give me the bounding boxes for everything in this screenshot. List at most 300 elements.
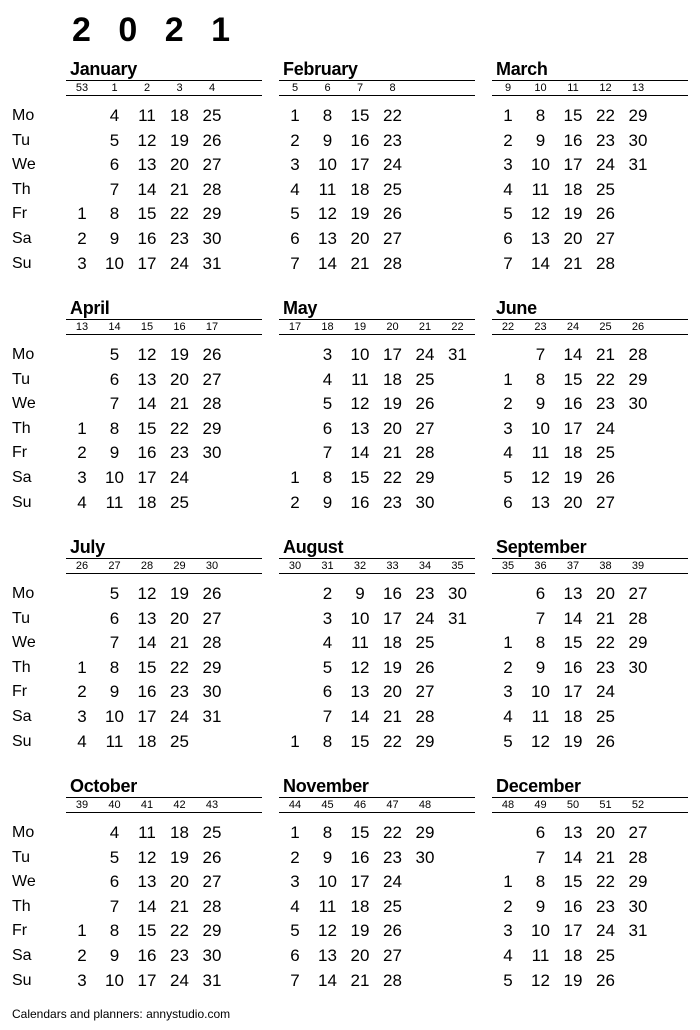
day-number: 11 [531, 946, 550, 965]
week-number-row [66, 80, 262, 96]
day-number: 12 [137, 847, 157, 867]
day-number: 3 [77, 468, 87, 487]
day-number: 3 [290, 155, 300, 175]
day-label: Sa [12, 708, 32, 725]
day-number: 25 [383, 179, 402, 199]
day-number: 19 [350, 204, 370, 224]
day-number: 2 [503, 130, 513, 150]
month-april [66, 297, 262, 517]
day-number: 22 [383, 823, 402, 842]
day-number: 1 [503, 872, 513, 892]
day-number: 31 [202, 970, 222, 990]
day-number: 13 [137, 369, 157, 389]
day-number: 15 [350, 106, 370, 125]
day-number: 3 [503, 155, 513, 175]
day-number: 18 [137, 492, 157, 512]
day-number: 9 [355, 584, 365, 603]
day-number: 26 [383, 921, 402, 941]
day-number: 22 [596, 872, 615, 892]
week-number: 7 [356, 82, 364, 94]
day-number: 21 [170, 896, 189, 916]
week-number: 40 [108, 799, 121, 811]
day-number: 10 [105, 468, 124, 487]
month-name: December [496, 776, 581, 796]
day-number: 10 [318, 872, 337, 892]
day-number: 10 [105, 253, 124, 273]
week-number: 48 [418, 799, 432, 811]
day-number: 26 [383, 204, 402, 224]
month-november [279, 775, 475, 995]
day-number: 9 [535, 896, 546, 916]
day-number: 11 [351, 369, 369, 389]
week-number: 22 [451, 321, 464, 333]
day-number: 8 [109, 204, 120, 224]
day-number: 31 [448, 608, 467, 628]
day-number: 3 [77, 970, 87, 990]
day-number: 7 [322, 443, 333, 463]
day-number: 17 [137, 468, 157, 487]
day-number: 26 [202, 345, 222, 364]
day-number: 13 [318, 946, 337, 965]
week-number: 26 [631, 321, 645, 333]
day-label: Tu [12, 131, 31, 149]
day-number: 14 [318, 253, 337, 273]
day-number: 10 [531, 418, 550, 438]
day-label: Sa [12, 469, 32, 486]
day-number: 22 [596, 106, 615, 125]
day-number: 13 [531, 229, 550, 248]
day-number: 22 [596, 369, 615, 389]
day-number: 12 [531, 204, 550, 224]
day-number: 29 [415, 468, 435, 487]
day-label: Th [12, 897, 31, 915]
day-label: Sa [12, 230, 32, 247]
week-number: 4 [208, 82, 216, 94]
week-number: 1 [111, 82, 118, 94]
day-label: We [12, 156, 36, 174]
day-number: 7 [535, 345, 546, 364]
day-number: 5 [290, 204, 300, 224]
day-number: 30 [415, 492, 435, 512]
day-number: 11 [531, 443, 550, 463]
day-number: 12 [350, 657, 370, 677]
day-number: 26 [202, 584, 222, 603]
day-number: 10 [105, 707, 124, 726]
week-number: 13 [631, 82, 645, 94]
week-number: 15 [140, 321, 154, 333]
day-number: 14 [563, 847, 583, 867]
day-number: 25 [170, 731, 189, 751]
week-number: 37 [566, 560, 580, 572]
day-number: 18 [563, 179, 583, 199]
day-number: 23 [596, 130, 615, 150]
day-number: 22 [170, 204, 189, 224]
day-number: 30 [448, 584, 467, 603]
day-number: 10 [531, 921, 550, 941]
day-number: 14 [563, 345, 583, 364]
day-number: 27 [596, 492, 615, 512]
day-number: 18 [137, 731, 157, 751]
day-number: 5 [109, 345, 120, 364]
day-number: 8 [322, 468, 333, 487]
day-number: 2 [77, 946, 87, 965]
week-number: 5 [291, 82, 299, 94]
week-number: 2 [143, 82, 151, 94]
day-number: 19 [383, 657, 402, 677]
day-label: Th [12, 658, 31, 676]
day-number: 3 [322, 345, 333, 364]
day-number: 5 [503, 731, 513, 751]
week-number-row [66, 558, 262, 574]
day-number: 5 [503, 468, 513, 487]
day-number: 1 [503, 106, 513, 125]
day-number: 10 [531, 682, 550, 702]
day-number: 17 [563, 682, 583, 702]
day-number: 24 [415, 345, 435, 364]
day-number: 25 [596, 179, 615, 199]
day-number: 7 [322, 707, 333, 726]
day-number: 19 [563, 970, 583, 990]
day-number: 17 [137, 707, 157, 726]
day-number: 28 [202, 179, 222, 199]
day-number: 18 [383, 633, 402, 653]
week-number: 34 [418, 560, 432, 572]
month-august [279, 536, 475, 756]
day-number: 8 [322, 106, 333, 125]
day-number: 3 [503, 921, 513, 941]
day-number: 20 [563, 229, 583, 248]
day-number: 10 [318, 155, 337, 175]
week-number: 39 [75, 799, 89, 811]
day-number: 26 [596, 204, 615, 224]
day-number: 28 [628, 608, 648, 628]
day-label: Sa [12, 947, 32, 964]
day-number: 14 [137, 633, 157, 653]
day-label: Su [12, 732, 32, 750]
day-number: 14 [350, 707, 370, 726]
day-number: 20 [563, 492, 583, 512]
day-number: 5 [109, 584, 120, 603]
day-number: 16 [350, 847, 370, 867]
day-number: 16 [137, 682, 157, 702]
day-label: Mo [12, 107, 35, 124]
month-name: June [496, 298, 537, 318]
day-number: 3 [503, 682, 513, 702]
day-number: 30 [202, 229, 222, 248]
day-label: We [12, 395, 36, 413]
day-number: 25 [415, 633, 435, 653]
day-number: 23 [170, 946, 189, 965]
day-number: 13 [350, 418, 370, 438]
week-number: 29 [173, 560, 186, 572]
day-number: 12 [137, 584, 157, 603]
day-label: Fr [12, 922, 28, 940]
day-number: 12 [531, 468, 550, 487]
day-number: 26 [415, 657, 435, 677]
day-number: 29 [202, 204, 222, 224]
day-number: 15 [563, 369, 583, 389]
day-number: 6 [109, 155, 120, 175]
day-number: 17 [563, 418, 583, 438]
day-number: 2 [503, 657, 513, 677]
day-number: 12 [137, 130, 157, 150]
day-number: 21 [596, 345, 615, 364]
day-number: 27 [202, 155, 222, 175]
day-number: 15 [137, 921, 157, 941]
week-number: 17 [205, 321, 219, 333]
week-number: 30 [288, 560, 302, 572]
day-number: 27 [415, 418, 435, 438]
week-number: 50 [566, 799, 580, 811]
day-number: 19 [383, 394, 402, 414]
week-number-row [279, 797, 475, 813]
day-number: 4 [503, 707, 513, 726]
day-number: 20 [383, 682, 402, 702]
day-number: 9 [109, 946, 120, 965]
day-number: 7 [503, 253, 513, 273]
day-number: 28 [596, 253, 615, 273]
day-number: 24 [596, 418, 615, 438]
day-number: 27 [628, 584, 648, 603]
week-number: 18 [321, 321, 334, 333]
day-number: 24 [383, 872, 402, 892]
day-number: 2 [77, 682, 87, 702]
week-number: 22 [501, 321, 515, 333]
day-number: 18 [563, 443, 583, 463]
month-name: August [283, 537, 344, 557]
day-number: 8 [322, 823, 333, 842]
day-number: 23 [383, 130, 402, 150]
day-number: 16 [137, 229, 157, 248]
week-number: 17 [288, 321, 302, 333]
week-number: 26 [75, 560, 89, 572]
day-number: 11 [138, 106, 156, 125]
week-number: 36 [534, 560, 547, 572]
day-number: 9 [535, 394, 546, 414]
day-number: 20 [170, 369, 189, 389]
day-number: 31 [628, 921, 648, 941]
day-number: 22 [170, 418, 189, 438]
day-number: 24 [415, 608, 435, 628]
day-number: 29 [202, 657, 222, 677]
day-number: 21 [383, 443, 402, 463]
day-number: 12 [137, 345, 157, 364]
day-number: 9 [535, 130, 546, 150]
day-number: 25 [202, 106, 222, 125]
week-number-row [492, 558, 688, 574]
day-number: 17 [563, 921, 583, 941]
footer-credit: Calendars and planners: annystudio.com [12, 1007, 231, 1021]
day-number: 24 [596, 682, 615, 702]
day-number: 19 [170, 345, 189, 364]
month-name: November [283, 776, 369, 796]
day-number: 19 [563, 204, 583, 224]
day-number: 22 [170, 921, 189, 941]
day-number: 25 [596, 707, 615, 726]
day-number: 8 [322, 731, 333, 751]
day-number: 18 [563, 707, 583, 726]
week-number-row [492, 797, 688, 813]
day-number: 18 [563, 946, 583, 965]
day-number: 20 [350, 229, 370, 248]
day-number: 24 [170, 253, 189, 273]
day-number: 24 [596, 921, 615, 941]
day-number: 29 [628, 369, 648, 389]
week-number: 45 [321, 799, 334, 811]
day-number: 6 [290, 229, 300, 248]
day-number: 1 [290, 823, 300, 842]
day-number: 4 [77, 492, 87, 512]
day-number: 14 [563, 608, 583, 628]
day-number: 8 [535, 633, 546, 653]
month-name: February [283, 59, 358, 79]
day-number: 30 [628, 657, 648, 677]
week-number-row [279, 319, 475, 335]
week-number: 8 [389, 82, 396, 94]
day-number: 1 [290, 106, 300, 125]
day-number: 21 [596, 608, 615, 628]
day-number: 16 [563, 394, 583, 414]
day-number: 19 [170, 584, 189, 603]
day-number: 1 [290, 468, 300, 487]
day-number: 21 [350, 253, 370, 273]
day-number: 3 [77, 707, 87, 726]
week-number: 53 [75, 82, 89, 94]
day-number: 11 [531, 179, 550, 199]
day-number: 19 [563, 468, 583, 487]
day-number: 4 [503, 946, 513, 965]
day-number: 15 [350, 731, 370, 751]
day-number: 18 [170, 106, 189, 125]
day-number: 5 [503, 204, 513, 224]
month-name: January [70, 59, 137, 79]
day-number: 8 [109, 921, 120, 941]
month-name: July [70, 537, 105, 557]
day-number: 14 [318, 970, 337, 990]
day-number: 18 [170, 823, 189, 842]
day-number: 2 [77, 443, 87, 463]
week-number: 12 [599, 82, 612, 94]
day-number: 27 [202, 608, 222, 628]
day-number: 19 [170, 847, 189, 867]
week-number: 11 [567, 82, 579, 94]
day-number: 25 [383, 896, 402, 916]
day-number: 20 [170, 872, 189, 892]
day-number: 23 [170, 229, 189, 248]
month-march [492, 58, 688, 278]
day-label: Mo [12, 346, 35, 363]
day-number: 26 [596, 468, 615, 487]
day-label: Fr [12, 683, 28, 701]
day-number: 4 [109, 823, 120, 842]
day-number: 29 [415, 823, 435, 842]
day-number: 16 [563, 130, 583, 150]
day-number: 6 [109, 608, 120, 628]
week-number: 10 [534, 82, 547, 94]
day-number: 20 [596, 584, 615, 603]
day-number: 6 [290, 946, 300, 965]
day-number: 31 [202, 707, 222, 726]
day-number: 19 [350, 921, 370, 941]
day-number: 2 [503, 896, 513, 916]
day-number: 30 [202, 443, 222, 463]
week-number: 19 [353, 321, 367, 333]
day-number: 12 [318, 204, 337, 224]
day-number: 15 [137, 418, 157, 438]
week-number: 14 [108, 321, 121, 333]
month-name: April [70, 298, 110, 318]
day-number: 27 [383, 229, 402, 248]
month-january [66, 58, 262, 278]
day-number: 25 [202, 823, 222, 842]
day-label: Fr [12, 444, 28, 462]
day-number: 6 [535, 584, 546, 603]
day-number: 4 [322, 369, 333, 389]
day-number: 25 [596, 946, 615, 965]
week-number: 28 [140, 560, 154, 572]
day-number: 17 [383, 608, 402, 628]
day-label: Tu [12, 370, 31, 388]
day-number: 14 [350, 443, 370, 463]
day-number: 28 [415, 707, 435, 726]
week-number: 27 [108, 560, 121, 572]
day-number: 9 [322, 492, 333, 512]
day-number: 7 [290, 970, 300, 990]
day-number: 7 [290, 253, 300, 273]
day-number: 13 [137, 155, 157, 175]
day-number: 15 [350, 823, 370, 842]
week-number: 24 [566, 321, 580, 333]
day-number: 5 [322, 657, 333, 677]
day-number: 5 [290, 921, 300, 941]
day-number: 11 [138, 823, 156, 842]
day-number: 27 [202, 872, 222, 892]
day-number: 7 [535, 847, 546, 867]
day-number: 6 [535, 823, 546, 842]
day-number: 15 [563, 106, 583, 125]
week-number: 31 [321, 560, 334, 572]
day-number: 1 [290, 731, 300, 751]
day-number: 23 [383, 847, 402, 867]
day-number: 28 [202, 633, 222, 653]
day-number: 17 [383, 345, 402, 364]
day-number: 22 [383, 106, 402, 125]
day-number: 7 [109, 394, 120, 414]
day-label: Mo [12, 824, 35, 841]
day-number: 29 [628, 106, 648, 125]
day-number: 31 [448, 345, 467, 364]
month-december [492, 775, 688, 995]
day-number: 30 [202, 946, 222, 965]
day-number: 23 [415, 584, 435, 603]
day-label: We [12, 634, 36, 652]
day-number: 11 [531, 707, 550, 726]
day-number: 17 [137, 253, 157, 273]
day-number: 10 [350, 345, 370, 364]
day-number: 16 [350, 492, 370, 512]
week-number: 46 [353, 799, 367, 811]
day-number: 9 [109, 443, 120, 463]
day-number: 10 [531, 155, 550, 175]
day-number: 12 [350, 394, 370, 414]
day-number: 21 [170, 394, 189, 414]
month-may [279, 297, 475, 517]
day-label: Su [12, 971, 32, 989]
week-number: 38 [599, 560, 612, 572]
week-number: 16 [173, 321, 186, 333]
week-number: 13 [75, 321, 89, 333]
day-number: 7 [109, 633, 120, 653]
